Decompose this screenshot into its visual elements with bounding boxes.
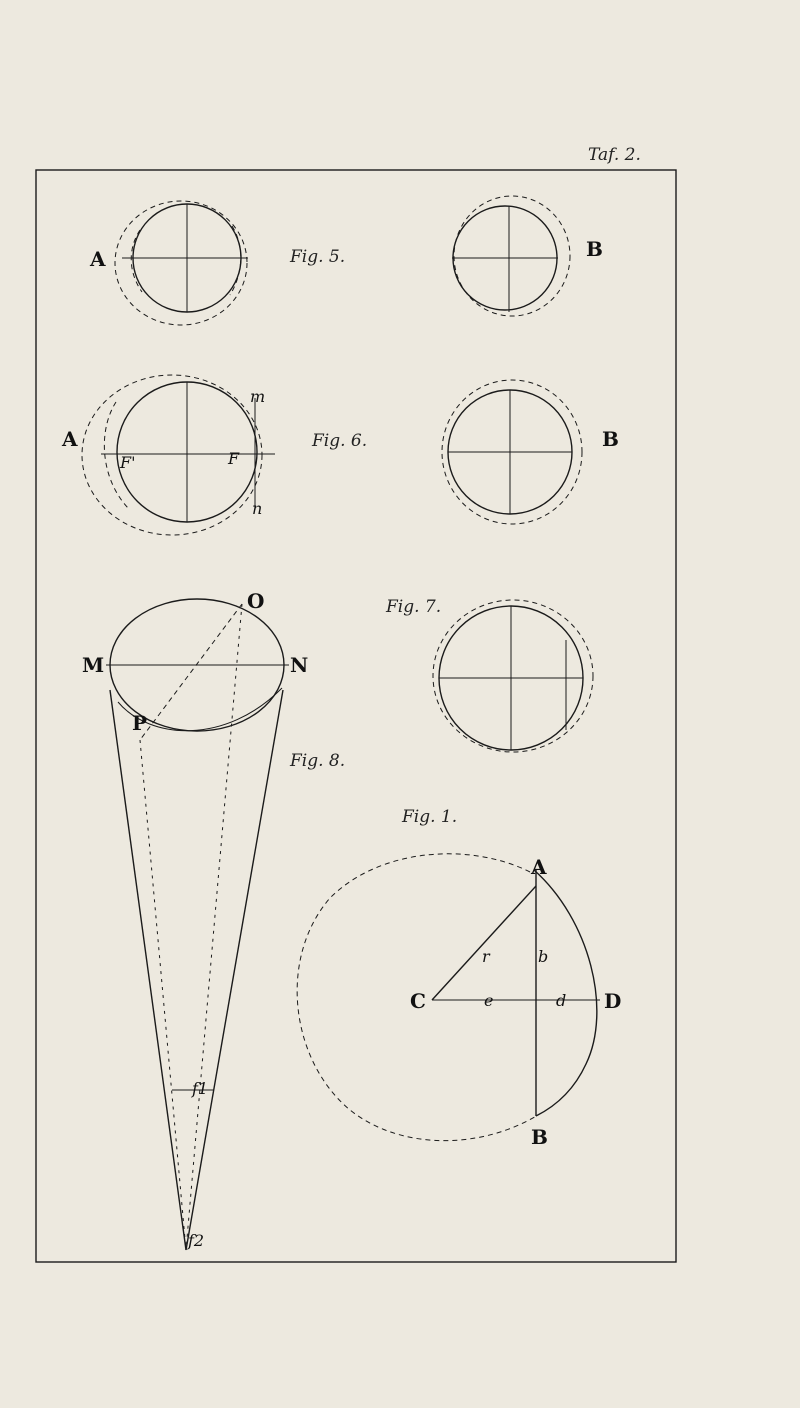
fig5-label-b: B <box>586 237 603 261</box>
fig6-caption: Fig. 6. <box>312 431 368 451</box>
fig7-caption: Fig. 7. <box>386 597 442 617</box>
fig1-label-d-small: d <box>556 991 567 1010</box>
fig1-caption: Fig. 1. <box>402 807 458 827</box>
fig6-label-n: n <box>252 499 263 518</box>
fig6-label-f: F <box>228 449 240 468</box>
fig1-label-r: r <box>482 947 490 966</box>
fig1-label-a: A <box>531 855 547 879</box>
fig1-label-c: C <box>410 989 426 1013</box>
fig6-label-b: B <box>602 427 619 451</box>
fig8-label-p: P <box>132 711 148 735</box>
fig1-label-e: e <box>484 991 494 1010</box>
fig8-label-f2: f2 <box>188 1231 205 1250</box>
fig6-label-a: A <box>62 427 78 451</box>
fig5-label-a: A <box>90 247 106 271</box>
fig8-label-f1: f1 <box>192 1079 209 1098</box>
fig1-label-d: D <box>604 989 622 1013</box>
fig8-label-n: N <box>290 653 309 677</box>
fig5-caption: Fig. 5. <box>290 247 346 267</box>
fig1-label-b: B <box>531 1125 548 1149</box>
fig1-label-b-small: b <box>538 947 549 966</box>
plate-title: Taf. 2. <box>588 145 641 165</box>
fig8-label-m: M <box>82 653 105 677</box>
fig8-caption: Fig. 8. <box>290 751 346 771</box>
fig6-label-f-prime: F' <box>120 453 136 472</box>
fig6-label-m: m <box>250 387 266 406</box>
fig8-label-o: O <box>247 589 265 613</box>
